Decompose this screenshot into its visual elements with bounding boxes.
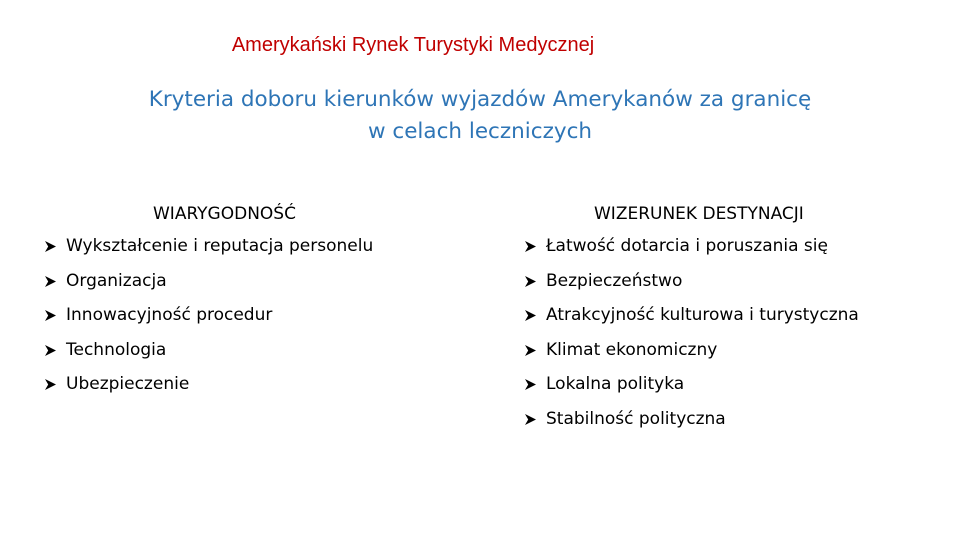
list-item [66,264,466,299]
list-item-label: Lokalna polityka [546,374,685,394]
list-item-label: Klimat ekonomiczny [546,339,718,360]
list-item-label: Organizacja [66,270,167,291]
list-item-label: Innowacyjność procedur [66,305,273,325]
list-item [66,229,466,264]
left-column [66,199,466,402]
subtitle-line-2: w celach leczniczych [367,119,593,144]
list-item [546,367,946,402]
arrow-bullet-icon [524,333,540,368]
arrow-bullet-icon [44,229,60,264]
right-column [546,199,946,436]
list-item-label: Łatwość dotarcia i poruszania się [546,236,828,256]
list-item [546,298,946,333]
list-item [546,402,946,437]
arrow-bullet-icon [524,367,540,402]
list-item [546,229,946,264]
list-item [66,367,466,402]
list-item [66,333,466,368]
list-item-label: Bezpieczeństwo [546,270,683,291]
subtitle-line-1: Kryteria doboru kierunków wyjazdów Amerykanów za granicę [148,87,812,112]
right-bullet-list [546,229,946,436]
list-item [546,264,946,299]
arrow-bullet-icon [44,367,60,402]
list-item [546,333,946,368]
arrow-bullet-icon [524,298,540,333]
arrow-bullet-icon [524,229,540,264]
slide-title: Amerykański Rynek Turystyki Medycznej [231,34,595,56]
list-item [66,298,466,333]
arrow-bullet-icon [44,264,60,299]
list-item-label: Atrakcyjność kulturowa i turystyczna [546,305,859,325]
list-item-label: Stabilność polityczna [546,408,726,429]
left-bullet-list [66,229,466,402]
arrow-bullet-icon [524,402,540,437]
list-item-label: Ubezpieczenie [66,374,190,394]
list-item-label: Technologia [66,339,167,360]
arrow-bullet-icon [44,298,60,333]
left-column-heading: WIARYGODNOŚĆ [153,204,296,224]
arrow-bullet-icon [44,333,60,368]
right-column-heading: WIZERUNEK DESTYNACJI [594,204,804,224]
slide-subtitle [30,84,930,148]
list-item-label: Wykształcenie i reputacja personelu [66,236,374,256]
arrow-bullet-icon [524,264,540,299]
